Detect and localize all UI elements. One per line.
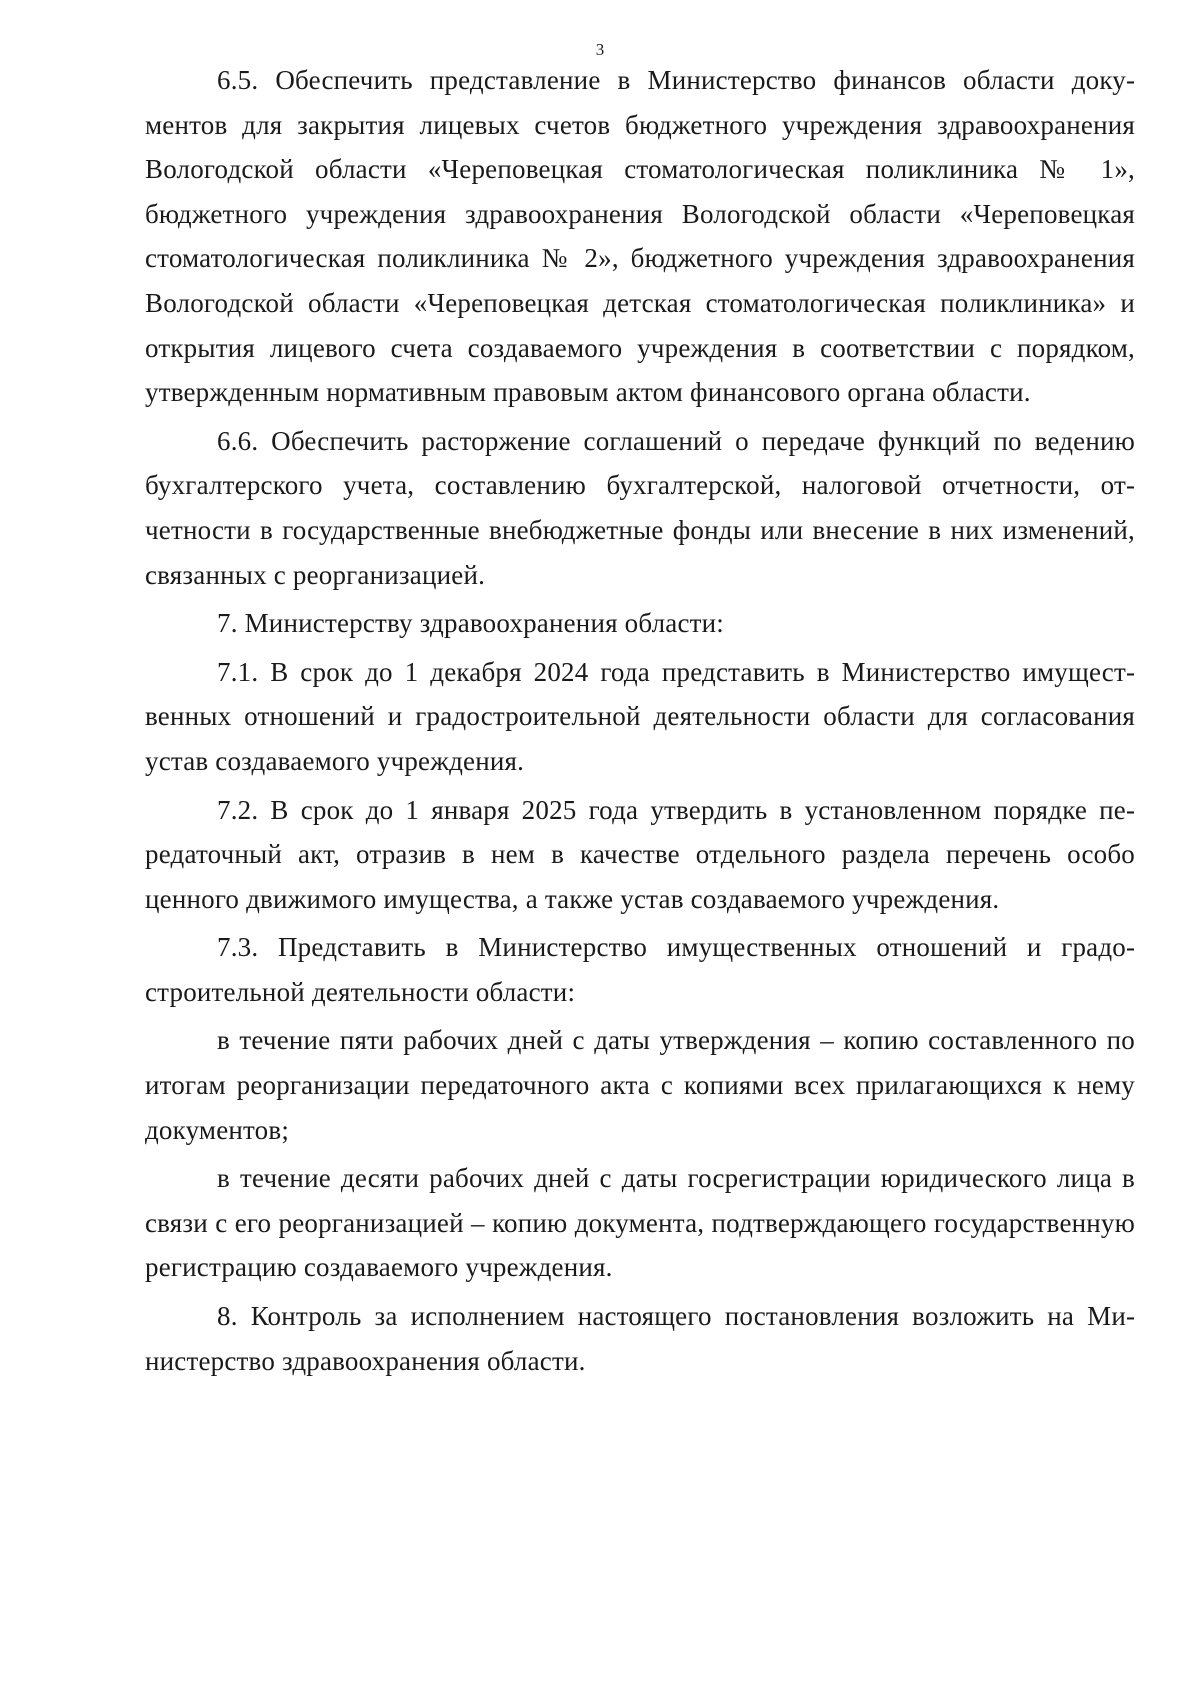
paragraph-7-3-item-2: в течение десяти рабочих дней с даты госрегистрации юридического лица в связи с его реорганизацией – копию документа, подтверждающего государственную регистрацию создаваемого учреждения. <box>145 1163 1135 1283</box>
page-number: 3 <box>595 40 605 59</box>
paragraph-7-3-item-1: в течение пяти рабочих дней с даты утверждения – копию составленного по итогам реорганизации передаточного акта с копиями всех прилагающихся к нему документов; <box>145 1025 1135 1145</box>
paragraph-7-3: 7.3. Представить в Министерство имущественных отношений и градостроительной деятельности области: <box>145 932 1135 1007</box>
paragraph-6-6: 6.6. Обеспечить расторжение соглашений о передаче функций по ведению бухгалтерского учета, составлению бухгалтерской, налоговой отчетности, отчетности в государственные внебюджетные фонды или внесение в них изменений, связанных с реорганизацией. <box>145 425 1135 590</box>
paragraph-7-2: 7.2. В срок до 1 января 2025 года утвердить в установленном порядке передаточный акт, отразив в нем в качестве отдельного раздела перечень особо ценного движимого имущества, а также устав создаваемого учреждения. <box>145 794 1135 914</box>
paragraph-6-5: 6.5. Обеспечить представление в Министерство финансов области документов для закрытия лицевых счетов бюджетного учреждения здравоохранения Вологодской области «Череповецкая стоматологическая поликлиника № 1», бюджетного учреждения здравоохранения Вологодской области «Череповецкая стоматологическая поликлиника № 2», бюджетного учреждения здравоохранения Вологодской области «Череповецкая детская стоматологическая поликлиника» и открытия лицевого счета создаваемого учреждения в соответствии с порядком, утвержденным нормативным правовым актом финансового органа области. <box>145 65 1135 408</box>
document-body <box>145 58 1135 1383</box>
paragraph-7-1: 7.1. В срок до 1 декабря 2024 года представить в Министерство имущественных отношений и градостроительной деятельности области для согласования устав создаваемого учреждения. <box>145 656 1135 776</box>
paragraph-7: 7. Министерству здравоохранения области: <box>217 608 725 639</box>
paragraph-8: 8. Контроль за исполнением настоящего постановления возложить на Министерство здравоохранения области. <box>145 1301 1135 1376</box>
